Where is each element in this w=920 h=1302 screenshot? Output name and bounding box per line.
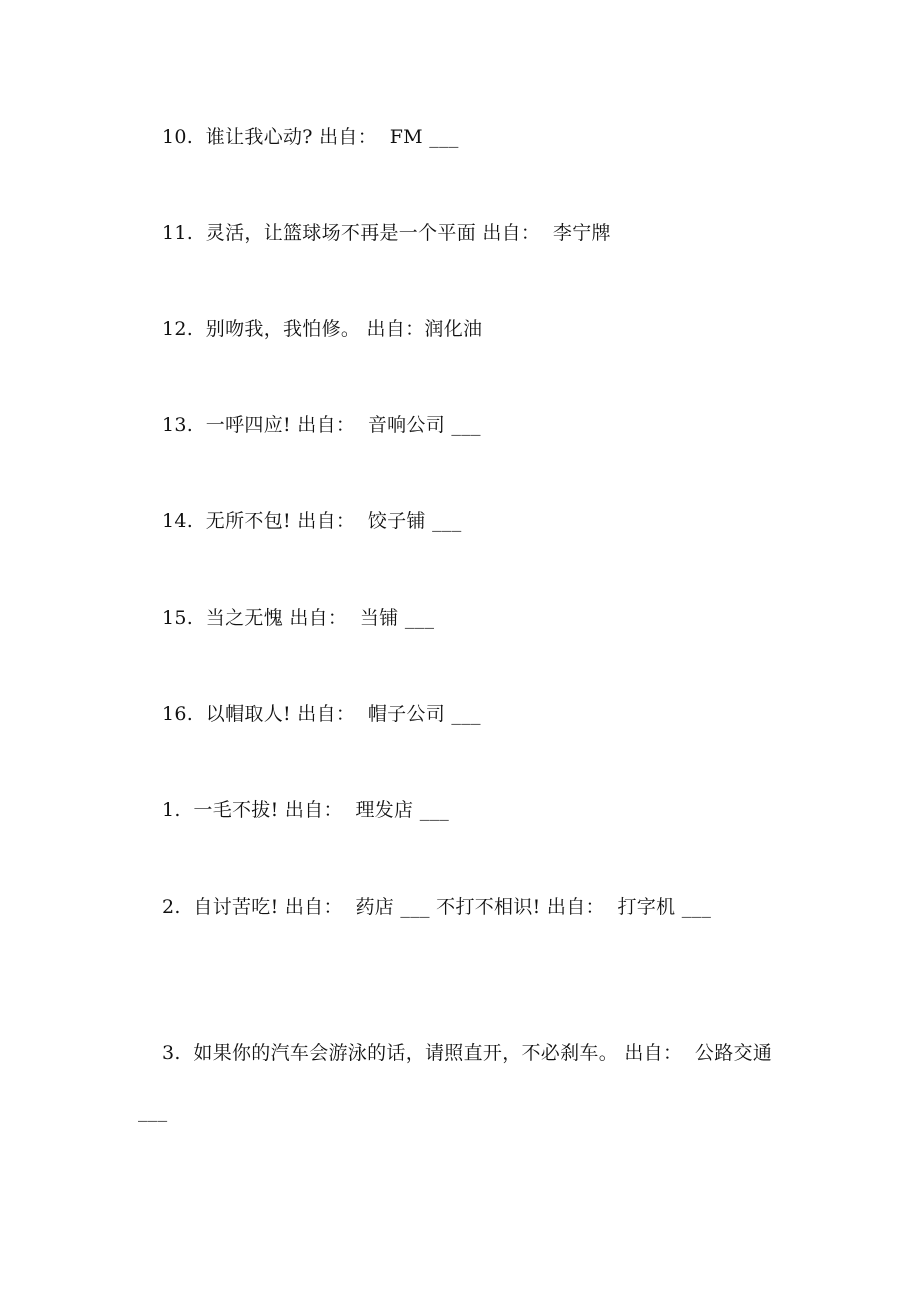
- paragraph-10: 10. 谁让我心动? 出自： FM ___: [162, 126, 459, 148]
- paragraph-3: 3. 如果你的汽车会游泳的话，请照直开，不必刹车。 出自： 公路交通 ___: [138, 1042, 779, 1122]
- paragraph-1: 1. 一毛不拔! 出自： 理发店 ___: [162, 799, 450, 821]
- paragraph-15: 15. 当之无愧 出自： 当铺 ___: [162, 607, 435, 629]
- paragraph-11: 11. 灵活，让篮球场不再是一个平面 出自： 李宁牌: [162, 222, 611, 244]
- paragraph-14: 14. 无所不包! 出自： 饺子铺 ___: [162, 510, 462, 532]
- paragraph-12: 12. 别吻我，我怕修。 出自：润化油: [162, 318, 483, 340]
- paragraph-16: 16. 以帽取人! 出自： 帽子公司 ___: [162, 703, 481, 725]
- paragraph-2: 2. 自讨苦吃! 出自： 药店 ___ 不打不相识! 出自： 打字机 ___: [162, 896, 712, 918]
- paragraph-13: 13. 一呼四应! 出自： 音响公司 ___: [162, 414, 481, 436]
